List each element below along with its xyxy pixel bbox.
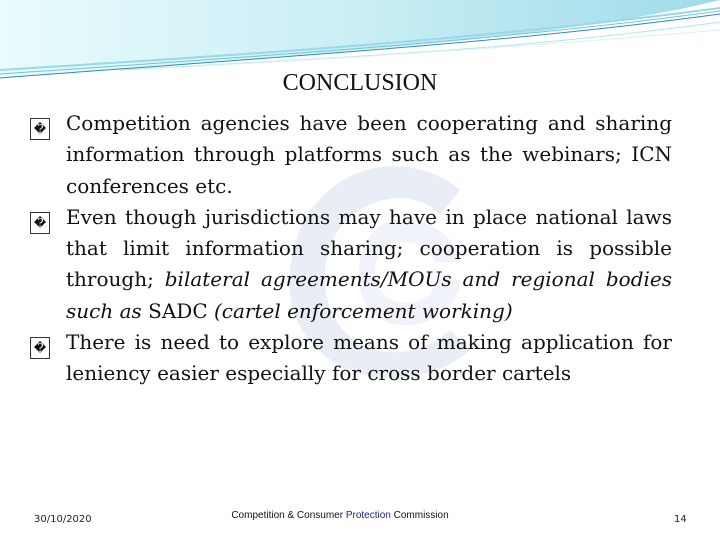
bullet-glyph-icon: �	[30, 108, 64, 140]
bullet-text-italic: bilateral agreements/MOUs and regional bodies such as	[66, 267, 672, 323]
bullet-text-italic: (cartel enforcement working)	[207, 298, 513, 323]
page-number: 14	[674, 514, 687, 525]
slide-title: CONCLUSION	[282, 70, 438, 96]
bullet-item	[30, 202, 672, 327]
bullet-text: Even though jurisdictions may have in place national laws that limit information sharing; cooperation is possible through;	[66, 204, 672, 292]
bullet-glyph-icon: �	[30, 202, 64, 234]
footer-date: 30/10/2020	[34, 514, 92, 525]
bullet-glyph-icon: �	[30, 327, 64, 359]
bullet-item: � There is need to explore means of making application for leniency easier especially for cross border cartels	[30, 327, 672, 390]
bullet-list	[30, 108, 672, 390]
bullet-text: SADC	[148, 298, 208, 323]
bullet-item: � Competition agencies have been cooperating and sharing information through platforms such as the webinars; ICN conferences etc.	[30, 108, 672, 202]
footer-organization: Competition & Consumer Protection Commission	[231, 510, 449, 521]
